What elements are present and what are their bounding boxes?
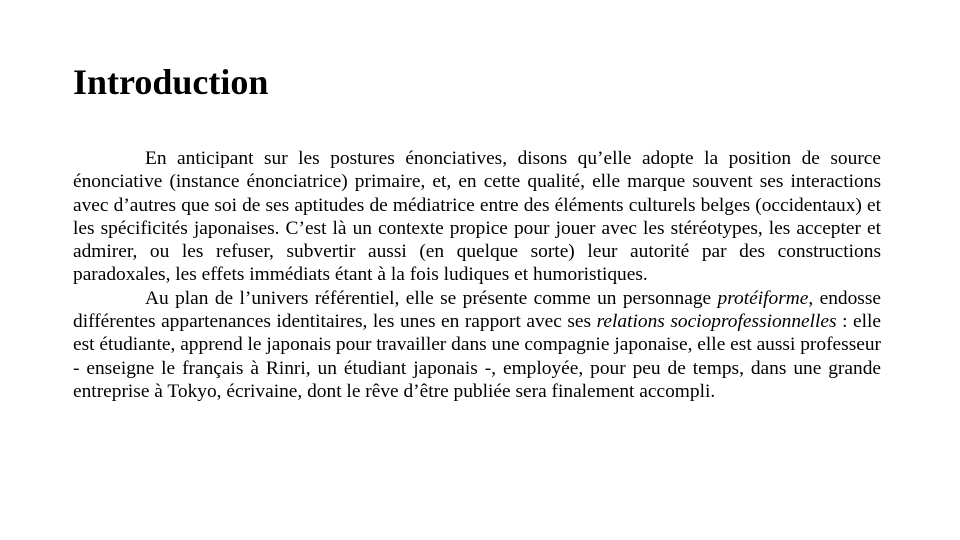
paragraph-2-text-1: Au plan de l’univers référentiel, elle se présente comme un personnage [145, 287, 718, 309]
paragraph-1: En anticipant sur les postures énonciatives, disons qu’elle adopte la position de source énonciative (instance énonciatrice) primaire, et, en cette qualité, elle marque souvent ses interactions avec d’autres que soi de ses aptitudes de médiatrice entre des éléments culturels belges (occidentaux) et les spécificités japonaises. C’est là un contexte propice pour jouer avec les stéréotypes, les accepter et admirer, ou les refuser, subvertir aussi (en quelque sorte) leur autorité par des constructions paradoxales, les effets immédiats étant à la fois ludiques et humoristiques. [73, 148, 881, 286]
paragraph-2 [73, 287, 881, 403]
paragraph-2-italic-1: protéiforme [717, 287, 809, 309]
slide-body [73, 147, 881, 403]
paragraph-2-text-3: : elle est étudiante, apprend le japonais pour travailler dans une compagnie japonaise, elle est aussi professeur - enseigne le français à Rinri, un étudiant japonais -, employée, pour peu de temps, dans une grande entreprise à Tokyo, écrivaine, dont le rêve d’être publiée sera finalement accompli. [73, 311, 881, 402]
paragraph-2-text-2: , endosse différentes appartenances identitaires, les unes en rapport avec ses [73, 287, 881, 333]
slide-title: Introduction [73, 62, 269, 102]
paragraph-2-italic-2: relations socioprofessionnelles [596, 311, 837, 333]
